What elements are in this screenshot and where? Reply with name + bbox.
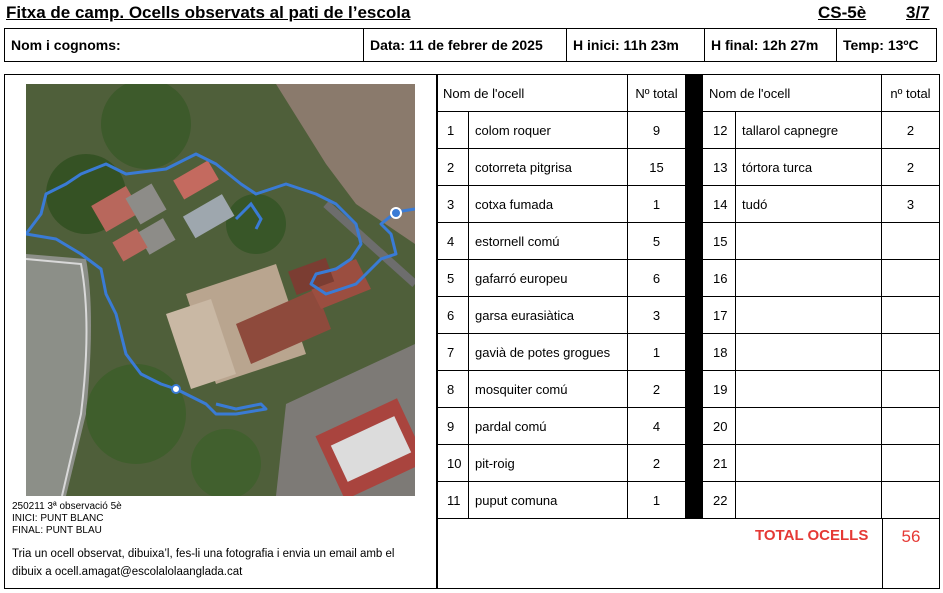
table-row <box>437 223 940 260</box>
table-header-row <box>437 75 940 112</box>
bird-number-left: 9 <box>437 408 469 445</box>
bird-total-left: 3 <box>628 297 686 334</box>
bird-number-right: 21 <box>703 445 736 482</box>
observation-notes <box>12 501 122 537</box>
bird-total-left: 5 <box>628 223 686 260</box>
col-header-name-left: Nom de l'ocell <box>437 75 628 112</box>
bird-number-left: 3 <box>437 186 469 223</box>
bird-total-left: 2 <box>628 371 686 408</box>
table-row <box>437 482 940 519</box>
column-separator <box>686 75 703 112</box>
table-row <box>437 149 940 186</box>
temperature-label: Temp: 13ºC <box>843 37 919 53</box>
bird-total-right <box>882 223 940 260</box>
bird-name-right: tallarol capnegre <box>736 112 882 149</box>
bird-name-left: gafarró europeu <box>469 260 628 297</box>
bird-number-left: 2 <box>437 149 469 186</box>
page-number: 3/7 <box>906 3 930 22</box>
column-separator <box>686 149 703 186</box>
column-separator <box>686 297 703 334</box>
col-header-name-right: Nom de l'ocell <box>703 75 882 112</box>
column-separator <box>686 260 703 297</box>
bird-name-left: garsa eurasiàtica <box>469 297 628 334</box>
table-row <box>437 297 940 334</box>
end-point-blue <box>391 208 401 218</box>
bird-total-left: 15 <box>628 149 686 186</box>
instructions-text: Tria un ocell observat, dibuixa’l, fes-li una fotografia i envia un email amb el dibuix a ocell.amagat@escolalolaanglada.cat <box>12 548 395 578</box>
table-row <box>437 260 940 297</box>
bird-name-left: mosquiter comú <box>469 371 628 408</box>
bird-number-right: 20 <box>703 408 736 445</box>
table-row <box>437 408 940 445</box>
bird-total-left: 9 <box>628 112 686 149</box>
notes-line-2: INICI: PUNT BLANC <box>12 513 104 524</box>
bird-total-right <box>882 297 940 334</box>
bird-total-right: 2 <box>882 112 940 149</box>
class-code: CS-5è <box>818 3 867 22</box>
bird-number-left: 11 <box>437 482 469 519</box>
bird-name-left: pit-roig <box>469 445 628 482</box>
map-panel <box>4 74 438 589</box>
bird-total-left: 1 <box>628 334 686 371</box>
date-label: Data: 11 de febrer de 2025 <box>370 37 543 53</box>
bird-number-right: 22 <box>703 482 736 519</box>
info-row <box>4 28 937 62</box>
bird-name-left: cotorreta pitgrisa <box>469 149 628 186</box>
notes-line-1: 250211 3ª observació 5è <box>12 501 122 512</box>
bird-number-left: 4 <box>437 223 469 260</box>
start-point-white <box>172 385 180 393</box>
end-time-field <box>705 29 837 61</box>
bird-name-right <box>736 297 882 334</box>
bird-number-left: 5 <box>437 260 469 297</box>
column-separator <box>686 334 703 371</box>
column-separator <box>686 408 703 445</box>
bird-total-right <box>882 408 940 445</box>
bird-name-right <box>736 260 882 297</box>
column-separator <box>686 186 703 223</box>
bird-number-right: 19 <box>703 371 736 408</box>
notes-line-3: FINAL: PUNT BLAU <box>12 525 102 536</box>
bird-number-left: 8 <box>437 371 469 408</box>
bird-total-right <box>882 260 940 297</box>
bird-total-right <box>882 371 940 408</box>
bird-number-right: 18 <box>703 334 736 371</box>
bird-number-right: 13 <box>703 149 736 186</box>
bird-number-left: 7 <box>437 334 469 371</box>
bird-number-left: 1 <box>437 112 469 149</box>
start-time-label: H inici: 11h 23m <box>573 37 679 53</box>
table-row <box>437 445 940 482</box>
total-value: 56 <box>901 527 921 546</box>
bird-total-right <box>882 445 940 482</box>
bird-total-left: 1 <box>628 186 686 223</box>
bird-table <box>436 74 940 519</box>
bird-number-right: 15 <box>703 223 736 260</box>
bird-name-right <box>736 445 882 482</box>
column-separator <box>686 112 703 149</box>
bird-total-left: 6 <box>628 260 686 297</box>
bird-total-right: 3 <box>882 186 940 223</box>
bird-number-left: 10 <box>437 445 469 482</box>
bird-name-left: pardal comú <box>469 408 628 445</box>
bird-total-left: 4 <box>628 408 686 445</box>
column-separator <box>686 482 703 519</box>
bird-name-right: tudó <box>736 186 882 223</box>
bird-name-right <box>736 371 882 408</box>
bird-name-left: colom roquer <box>469 112 628 149</box>
bird-total-right: 2 <box>882 149 940 186</box>
bird-total-left: 1 <box>628 482 686 519</box>
col-header-total-left: Nº total <box>628 75 686 112</box>
bird-total-right <box>882 482 940 519</box>
bird-number-right: 17 <box>703 297 736 334</box>
bird-name-right <box>736 223 882 260</box>
bird-number-right: 12 <box>703 112 736 149</box>
start-time-field <box>567 29 705 61</box>
end-time-label: H final: 12h 27m <box>711 37 819 53</box>
bird-name-right <box>736 408 882 445</box>
bird-name-right: tórtora turca <box>736 149 882 186</box>
temperature-field <box>837 29 936 61</box>
total-label: TOTAL OCELLS <box>755 527 869 544</box>
total-box <box>436 518 940 589</box>
bird-number-right: 16 <box>703 260 736 297</box>
bird-number-left: 6 <box>437 297 469 334</box>
bird-name-left: estornell comú <box>469 223 628 260</box>
sheet-title: Fitxa de camp. Ocells observats al pati de l’escola <box>6 3 411 22</box>
table-row <box>437 186 940 223</box>
bird-total-right <box>882 334 940 371</box>
bird-name-left: gavià de potes grogues <box>469 334 628 371</box>
column-separator <box>686 223 703 260</box>
column-separator <box>686 371 703 408</box>
date-field <box>364 29 567 61</box>
bird-name-right <box>736 334 882 371</box>
aerial-map-drawing <box>26 84 415 496</box>
table-row <box>437 112 940 149</box>
col-header-total-right: nº total <box>882 75 940 112</box>
bird-name-left: puput comuna <box>469 482 628 519</box>
name-field[interactable] <box>5 29 364 61</box>
column-separator <box>686 445 703 482</box>
bird-total-left: 2 <box>628 445 686 482</box>
bird-name-right <box>736 482 882 519</box>
bird-name-left: cotxa fumada <box>469 186 628 223</box>
table-row <box>437 371 940 408</box>
bird-number-right: 14 <box>703 186 736 223</box>
table-row <box>437 334 940 371</box>
name-label: Nom i cognoms: <box>11 37 121 53</box>
aerial-map-image <box>26 84 415 496</box>
